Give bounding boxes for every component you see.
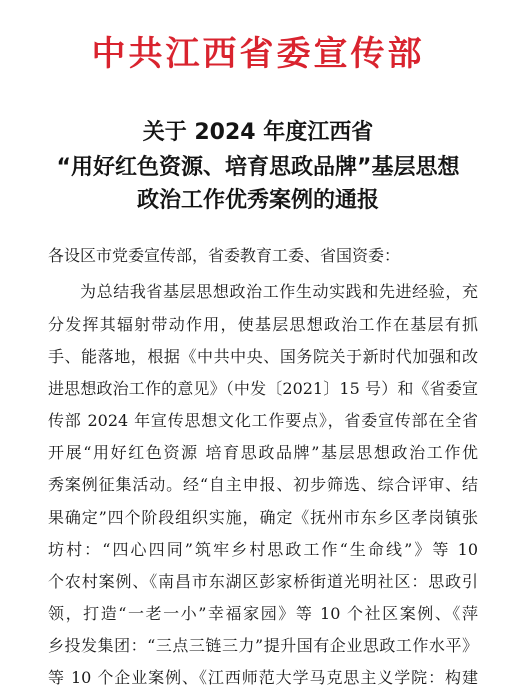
body-line: 手、能落地，根据《中共中央、国务院关于新时代加强和改 (48, 347, 478, 366)
title-line-1: 关于 2024 年度江西省 (142, 120, 374, 145)
body-line: 坊村：“四心四同”筑牢乡村思政工作“生命线”》等 10 (48, 540, 478, 559)
body-line: 开展“用好红色资源 培育思政品牌”基层思想政治工作优 (48, 443, 478, 462)
body-line: 领，打造“一老一小”幸福家园》等 10 个社区案例、《萍 (48, 604, 478, 623)
body-line: 为总结我省基层思想政治工作生动实践和先进经验，充 (80, 282, 478, 301)
title-line-3: 政治工作优秀案例的通报 (136, 188, 379, 213)
body-line: 传部 2024 年宣传思想文化工作要点》，省委宣传部在全省 (48, 411, 478, 430)
body-line: 果确定”四个阶段组织实施，确定《抚州市东乡区孝岗镇张 (48, 508, 478, 527)
title-line-2: “用好红色资源、培育思政品牌”基层思想 (56, 155, 460, 180)
body-line: 乡投发集团：“三点三链三力”提升国有企业思政工作水平》 (48, 636, 478, 655)
body-line: 等 10 个企业案例、《江西师范大学马克思主义学院：构建 (48, 668, 478, 687)
body-line: 个农村案例、《南昌市东湖区彭家桥街道光明社区：思政引 (48, 572, 478, 591)
salutation: 各设区市党委宣传部，省委教育工委、省国资委： (48, 246, 401, 265)
body-line: 分发挥其辐射带动作用，使基层思想政治工作在基层有抓 (48, 315, 478, 334)
body-line: 进思想政治工作的意见》（中发〔2021〕15 号）和《省委宣 (48, 379, 478, 398)
body-line: 秀案例征集活动。经“自主申报、初步筛选、综合评审、结 (48, 475, 478, 494)
masthead: 中共江西省委宣传部 (91, 34, 425, 74)
